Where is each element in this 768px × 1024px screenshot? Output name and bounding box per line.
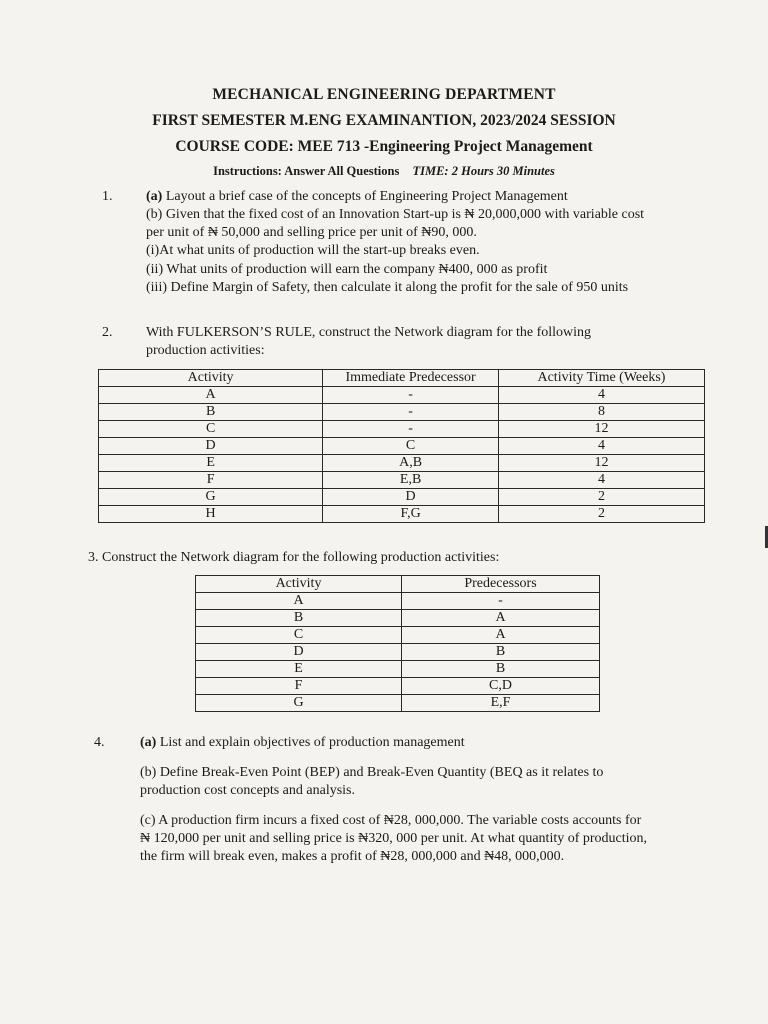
table-row — [99, 455, 705, 472]
q2-activity-table — [98, 369, 705, 523]
activity-cell: B — [196, 610, 402, 627]
q1-a-text: Layout a brief case of the concepts of Engineering Project Management — [162, 189, 568, 204]
predecessor-cell: B — [402, 644, 600, 661]
activity-cell: A — [196, 593, 402, 610]
q1-b-line1: (b) Given that the fixed cost of an Innovation Start-up is ₦ 20,000,000 with variable cost — [146, 207, 645, 222]
exam-title: FIRST SEMESTER M.ENG EXAMINANTION, 2023/2024 SESSION — [152, 112, 616, 129]
q4-a — [140, 735, 465, 751]
activity-cell: F — [99, 472, 323, 489]
q2-line2: production activities: — [146, 343, 265, 358]
table-row — [99, 506, 705, 523]
activity-cell: G — [196, 695, 402, 712]
q4-c-line1: (c) A production firm incurs a fixed cost of ₦28, 000,000. The variable costs accounts for — [140, 813, 642, 828]
q1-b-line2: per unit of ₦ 50,000 and selling price per unit of ₦90, 000. — [146, 225, 477, 240]
time-cell: 2 — [498, 489, 704, 506]
q2-number: 2. — [102, 325, 113, 340]
table-row — [99, 421, 705, 438]
q4-c-line3: the firm will break even, makes a profit of ₦28, 000,000 and ₦48, 000,000. — [140, 849, 565, 864]
table-row — [196, 695, 600, 712]
q1-number: 1. — [102, 189, 113, 204]
department-title: MECHANICAL ENGINEERING DEPARTMENT — [212, 86, 556, 103]
q4-c-line2: ₦ 120,000 per unit and selling price is ₦320, 000 per unit. At what quantity of production, — [140, 831, 648, 846]
col-activity-time: Activity Time (Weeks) — [498, 370, 704, 387]
q1-ii: (ii) What units of production will earn the company ₦400, 000 as profit — [146, 262, 548, 277]
predecessor-cell: E,F — [402, 695, 600, 712]
predecessor-cell: A — [402, 627, 600, 644]
table-row — [99, 438, 705, 455]
table-row — [196, 678, 600, 695]
activity-cell: H — [99, 506, 323, 523]
predecessor-cell: - — [323, 404, 499, 421]
q4-number: 4. — [94, 735, 105, 750]
activity-cell: F — [196, 678, 402, 695]
q1-iii: (iii) Define Margin of Safety, then calculate it along the profit for the sale of 950 units — [146, 280, 629, 295]
table-header-row — [196, 576, 600, 593]
time-cell: 12 — [498, 455, 704, 472]
time-cell: 4 — [498, 472, 704, 489]
table-row — [196, 593, 600, 610]
table-header-row — [99, 370, 705, 387]
table-row — [99, 472, 705, 489]
time-cell: 4 — [498, 387, 704, 404]
table-row — [99, 489, 705, 506]
predecessor-cell: - — [402, 593, 600, 610]
activity-cell: G — [99, 489, 323, 506]
col-activity: Activity — [99, 370, 323, 387]
q4-a-label: (a) — [140, 735, 157, 750]
predecessor-cell: C,D — [402, 678, 600, 695]
time-cell: 8 — [498, 404, 704, 421]
activity-cell: A — [99, 387, 323, 404]
course-code: COURSE CODE: MEE 713 -Engineering Project Management — [175, 138, 593, 155]
predecessor-cell: C — [323, 438, 499, 455]
col-activity: Activity — [196, 576, 402, 593]
predecessor-cell: - — [323, 421, 499, 438]
q1-a — [146, 189, 568, 205]
table-row — [196, 644, 600, 661]
time-cell: 4 — [498, 438, 704, 455]
predecessor-cell: A — [402, 610, 600, 627]
instructions-line — [0, 164, 768, 179]
exam-time: TIME: 2 Hours 30 Minutes — [412, 164, 555, 178]
col-predecessors: Predecessors — [402, 576, 600, 593]
activity-cell: E — [99, 455, 323, 472]
predecessor-cell: - — [323, 387, 499, 404]
q3-text: 3. Construct the Network diagram for the following production activities: — [88, 550, 500, 565]
q1-i: (i)At what units of production will the start-up breaks even. — [146, 243, 480, 258]
table-row — [99, 387, 705, 404]
table-row — [99, 404, 705, 421]
activity-cell: B — [99, 404, 323, 421]
activity-cell: C — [99, 421, 323, 438]
table-row — [196, 661, 600, 678]
time-cell: 2 — [498, 506, 704, 523]
predecessor-cell: D — [323, 489, 499, 506]
activity-cell: E — [196, 661, 402, 678]
instructions: Instructions: Answer All Questions — [213, 164, 400, 178]
q4-b-line1: (b) Define Break-Even Point (BEP) and Break-Even Quantity (BEQ as it relates to — [140, 765, 604, 780]
activity-cell: C — [196, 627, 402, 644]
q1-a-label: (a) — [146, 189, 163, 204]
predecessor-cell: A,B — [323, 455, 499, 472]
predecessor-cell: B — [402, 661, 600, 678]
predecessor-cell: F,G — [323, 506, 499, 523]
q3-predecessor-table — [195, 575, 600, 712]
activity-cell: D — [99, 438, 323, 455]
activity-cell: D — [196, 644, 402, 661]
table-row — [196, 610, 600, 627]
col-immediate-predecessor: Immediate Predecessor — [323, 370, 499, 387]
predecessor-cell: E,B — [323, 472, 499, 489]
q2-line1: With FULKERSON’S RULE, construct the Network diagram for the following — [146, 325, 592, 340]
table-row — [196, 627, 600, 644]
q4-a-text: List and explain objectives of production management — [156, 735, 465, 750]
q4-b-line2: production cost concepts and analysis. — [140, 783, 356, 798]
time-cell: 12 — [498, 421, 704, 438]
